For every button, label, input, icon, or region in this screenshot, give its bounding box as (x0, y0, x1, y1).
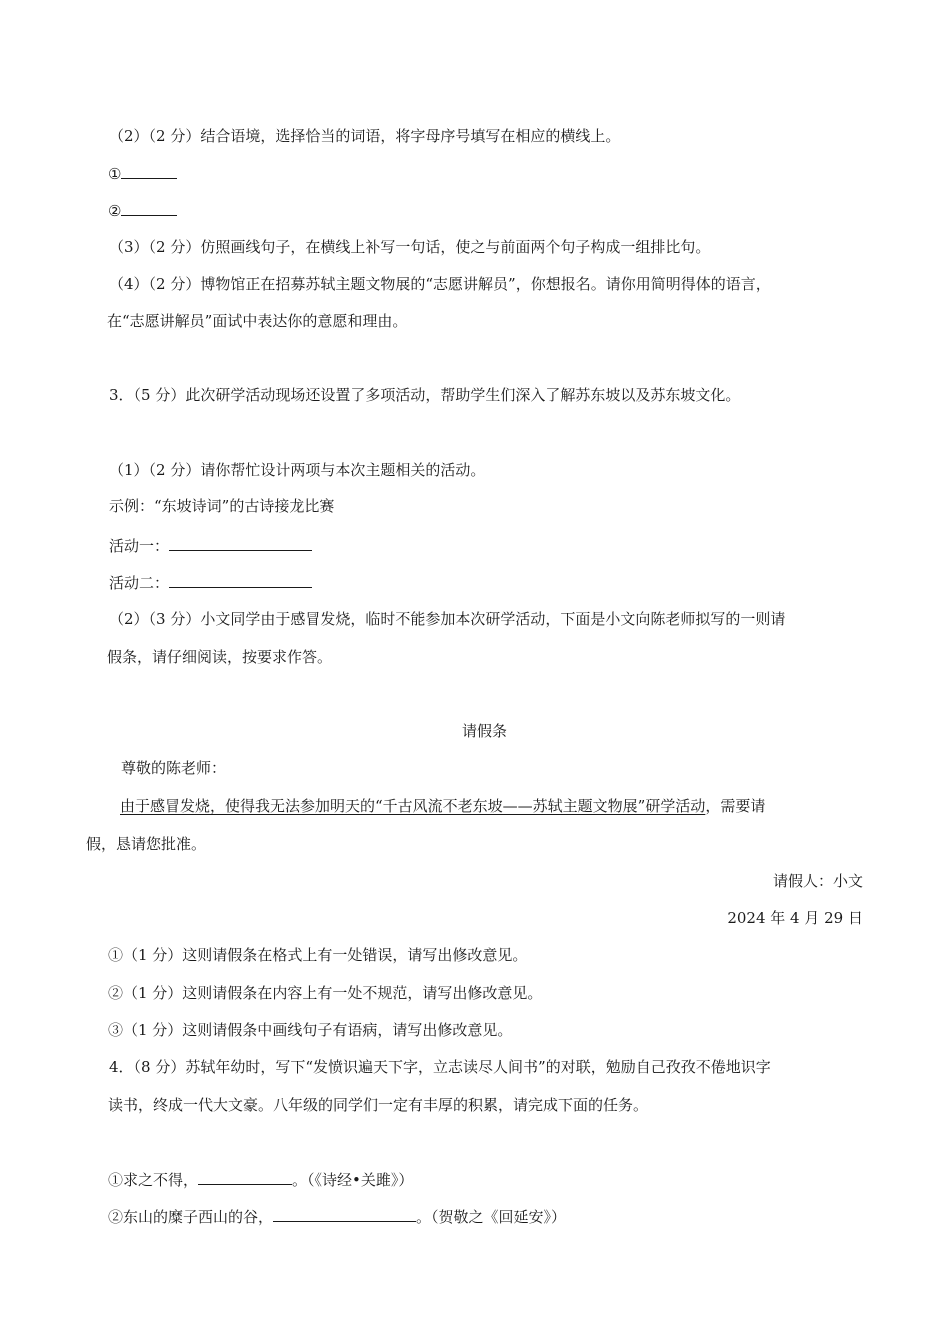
leave-note-title: 请假条 (462, 722, 508, 740)
blank-1-label: ① (108, 165, 122, 183)
activity-1-line[interactable] (169, 535, 312, 551)
example-text: 示例：“东坡诗词”的古诗接龙比赛 (109, 497, 335, 515)
recitation-2-blank[interactable] (273, 1206, 416, 1222)
leave-note-body-line-1 (120, 796, 765, 816)
blank-2-line[interactable] (121, 200, 177, 216)
question-3-item-2: ②（1 分）这则请假条在内容上有一处不规范，请写出修改意见。 (108, 984, 543, 1002)
question-4-stem-line-1: 4．（8 分）苏轼年幼时，写下“发愤识遍天下字，立志读尽人间书”的对联，勉励自己孜孜不倦地识字 (109, 1058, 771, 1076)
question-4-stem-line-2: 读书，终成一代大文豪。八年级的同学们一定有丰厚的积累，请完成下面的任务。 (108, 1096, 649, 1114)
activity-2-line[interactable] (169, 572, 312, 588)
leave-note-greeting: 尊敬的陈老师： (121, 759, 227, 777)
leave-note-date: 2024 年 4 月 29 日 (727, 909, 863, 927)
activity-1-label: 活动一： (109, 537, 170, 555)
question-3-item-3: ③（1 分）这则请假条中画线句子有语病，请写出修改意见。 (108, 1021, 513, 1039)
question-3-sub-2-line-2: 假条，请仔细阅读，按要求作答。 (107, 648, 333, 666)
question-3-sub-1: （1）（2 分）请你帮忙设计两项与本次主题相关的活动。 (109, 461, 486, 479)
recitation-1-prefix: ①求之不得， (108, 1171, 199, 1189)
recitation-line-1[interactable] (108, 1169, 413, 1190)
question-3-item-1: ①（1 分）这则请假条在格式上有一处错误，请写出修改意见。 (108, 946, 528, 964)
activity-2-label: 活动二： (109, 574, 170, 592)
question-2-sub-4-line-2: 在“志愿讲解员”面试中表达你的意愿和理由。 (107, 312, 408, 330)
leave-note-signer: 请假人：小文 (772, 872, 863, 890)
question-2-sub-4-line-1: （4）（2 分）博物馆正在招募苏轼主题文物展的“志愿讲解员”，你想报名。请你用简明得体的语言， (109, 275, 771, 293)
question-3-sub-2-line-1: （2）（3 分）小文同学由于感冒发烧，临时不能参加本次研学活动，下面是小文向陈老师拟写的一则请 (109, 610, 786, 628)
leave-note-body-rest: ，需要请 (705, 797, 766, 815)
activity-2-field[interactable] (109, 572, 312, 593)
leave-note-body-line-2: 假，恳请您批准。 (86, 835, 207, 853)
answer-blank-1[interactable] (108, 163, 177, 184)
underlined-sentence: 由于感冒发烧，使得我无法参加明天的“千古风流不老东坡——苏轼主题文物展”研学活动 (120, 797, 706, 815)
recitation-line-2[interactable] (108, 1206, 566, 1227)
activity-1-field[interactable] (109, 535, 312, 556)
question-2-sub-3: （3）（2 分）仿照画线句子，在横线上补写一句话，使之与前面两个句子构成一组排比句。 (109, 238, 711, 256)
recitation-1-suffix: 。（《诗经•关雎》） (292, 1171, 414, 1189)
blank-2-label: ② (108, 202, 122, 220)
recitation-2-suffix: 。（贺敬之《回延安》） (416, 1208, 567, 1226)
question-3-stem: 3．（5 分）此次研学活动现场还设置了多项活动，帮助学生们深入了解苏东坡以及苏东坡文化。 (109, 386, 741, 404)
blank-1-line[interactable] (121, 163, 177, 179)
question-2-sub-2: （2）（2 分）结合语境，选择恰当的词语，将字母序号填写在相应的横线上。 (109, 127, 621, 145)
answer-blank-2[interactable] (108, 200, 177, 221)
recitation-2-prefix: ②东山的糜子西山的谷， (108, 1208, 274, 1226)
recitation-1-blank[interactable] (198, 1169, 292, 1185)
